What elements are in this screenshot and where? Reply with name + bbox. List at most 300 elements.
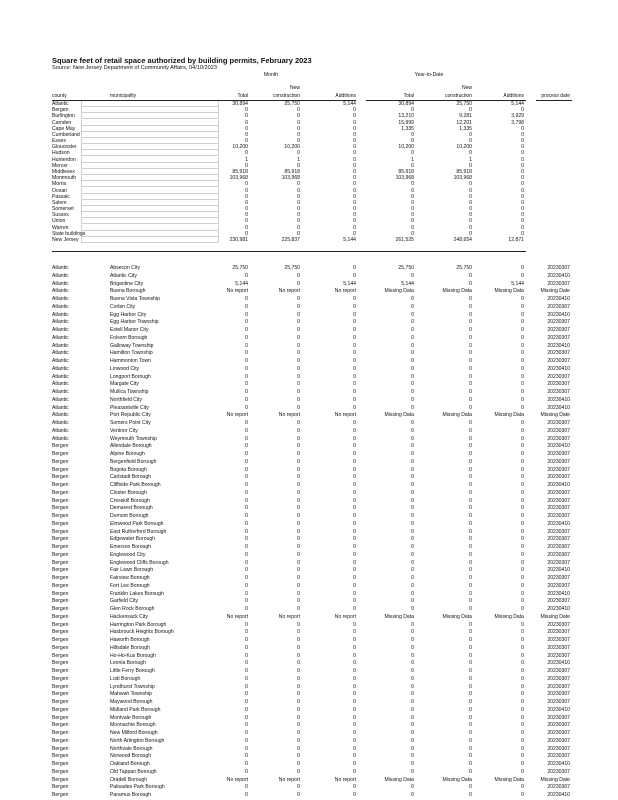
muni-row-mn: 0 — [297, 334, 300, 341]
muni-row-mt: 0 — [245, 582, 248, 589]
muni-row-mn: 0 — [297, 761, 300, 767]
muni-row-county: Bergen — [52, 637, 69, 643]
muni-row-municipality: Allendale Borough — [110, 443, 152, 450]
muni-row-municipality: Garfield City — [110, 598, 139, 605]
county-row-name: Monmouth — [52, 175, 77, 182]
muni-row-municipality: Elmwood Park Borough — [110, 520, 164, 527]
muni-row-ya: Missing Data — [494, 412, 524, 419]
muni-row-mn: 0 — [297, 435, 300, 442]
muni-row-mt: 0 — [245, 272, 248, 279]
muni-row-yt: 0 — [411, 311, 414, 318]
county-row-yn: 0 — [469, 218, 472, 225]
muni-row-county: Bergen — [52, 699, 69, 705]
muni-row-yn: 0 — [469, 745, 472, 752]
muni-row-process-date: 20230307 — [547, 575, 570, 581]
county-row-name: State buildings — [52, 230, 86, 237]
muni-row-yn: Missing Data — [442, 288, 472, 295]
muni-row-yn: 0 — [469, 714, 472, 721]
muni-row-yn: 0 — [469, 350, 472, 357]
muni-row-process-date: 20230410 — [547, 590, 570, 597]
county-row-yn: 12,201 — [456, 119, 472, 126]
muni-row-process-date: 20230410 — [547, 706, 570, 713]
muni-row-process-date: 20230307 — [547, 683, 570, 690]
muni-row-ya: 0 — [521, 311, 524, 318]
muni-row-mn: 0 — [297, 489, 300, 496]
muni-row-mt: 0 — [245, 551, 248, 558]
muni-row-mn: 0 — [297, 691, 300, 698]
muni-row-yn: 0 — [469, 551, 472, 558]
muni-row-mt: 0 — [245, 528, 248, 535]
county-row-ma: 0 — [353, 199, 356, 206]
county-row-mn: 25,750 — [284, 101, 300, 107]
muni-row-mt: 0 — [245, 443, 248, 450]
muni-row-ma: No report — [334, 613, 356, 620]
muni-row-process-date: 20230307 — [547, 559, 570, 566]
muni-row-process-date: Missing Date — [540, 613, 570, 620]
county-row-yt: 15,999 — [398, 119, 414, 126]
muni-row-yt: Missing Data — [384, 613, 414, 620]
muni-row-yt: 0 — [411, 691, 414, 698]
muni-row-yn: 0 — [469, 443, 472, 450]
muni-row-county: Bergen — [52, 706, 69, 713]
muni-row-ya: 0 — [521, 567, 524, 574]
muni-row-county: Atlantic — [52, 396, 69, 403]
muni-row-ya: 0 — [521, 761, 524, 767]
county-row-name: Essex — [52, 138, 66, 145]
county-row-ma: 0 — [353, 138, 356, 145]
muni-row-process-date: 20230307 — [547, 435, 570, 442]
muni-row-yt: 0 — [411, 435, 414, 442]
county-row-ya: 0 — [521, 187, 524, 194]
muni-row-yn: 0 — [469, 342, 472, 349]
muni-row-yt: 5,144 — [401, 280, 414, 287]
muni-row-ma: 0 — [353, 598, 356, 605]
muni-row-mt: 0 — [245, 482, 248, 488]
muni-row-ya: Missing Data — [494, 613, 524, 620]
muni-row-yt: 0 — [411, 652, 414, 659]
muni-row-ma: 0 — [353, 792, 356, 798]
total-rule — [52, 251, 526, 252]
muni-row-county: Bergen — [52, 644, 69, 651]
county-row-mt: 0 — [245, 107, 248, 114]
muni-row-ya: 0 — [521, 420, 524, 426]
muni-row-municipality: Demarest Borough — [110, 505, 153, 512]
muni-row-yt: 0 — [411, 761, 414, 767]
county-row-mt: 0 — [245, 125, 248, 132]
muni-row-mn: 0 — [297, 575, 300, 581]
muni-row-yn: 0 — [469, 722, 472, 729]
muni-row-yn: 0 — [469, 505, 472, 512]
county-row-ma: 0 — [353, 119, 356, 126]
muni-row-mn: 0 — [297, 482, 300, 488]
muni-row-process-date: 20230410 — [547, 761, 570, 767]
muni-row-municipality: Corbin City — [110, 303, 136, 310]
muni-row-ya: 0 — [521, 265, 524, 271]
muni-row-ma: 0 — [353, 358, 356, 364]
muni-row-ma: 0 — [353, 668, 356, 674]
muni-row-county: Atlantic — [52, 389, 69, 395]
county-row-ya: 0 — [521, 218, 524, 225]
muni-row-ma: 0 — [353, 396, 356, 403]
muni-row-ya: 0 — [521, 575, 524, 581]
muni-row-process-date: 20230307 — [547, 381, 570, 388]
muni-row-ya: 0 — [521, 559, 524, 566]
muni-row-municipality: Paramus Borough — [110, 792, 152, 798]
muni-row-mt: 0 — [245, 722, 248, 729]
muni-row-mn: 0 — [297, 350, 300, 357]
muni-row-ya: 0 — [521, 652, 524, 659]
county-row-ya: 0 — [521, 131, 524, 138]
muni-row-yn: 0 — [469, 675, 472, 682]
muni-row-mt: 0 — [245, 544, 248, 550]
muni-row-process-date: 20230307 — [547, 784, 570, 791]
county-row-name: New Jersey — [52, 236, 79, 243]
muni-row-yt: 0 — [411, 784, 414, 791]
report-title: Square feet of retail space authorized by building permits, February 2023 — [52, 56, 312, 65]
muni-row-process-date: 20230307 — [547, 420, 570, 426]
county-row-mt: 0 — [245, 150, 248, 157]
muni-row-county: Bergen — [52, 776, 69, 783]
muni-row-yt: 0 — [411, 505, 414, 512]
muni-row-process-date: 20230307 — [547, 551, 570, 558]
muni-row-mt: 0 — [245, 559, 248, 566]
muni-row-municipality: Egg Harbor City — [110, 311, 147, 318]
muni-row-municipality: Oradell Borough — [110, 776, 148, 783]
muni-row-mn: 25,750 — [284, 265, 300, 271]
muni-row-ya: 0 — [521, 551, 524, 558]
muni-row-county: Bergen — [52, 497, 69, 504]
county-row-ma: 0 — [353, 187, 356, 194]
muni-row-ma: 0 — [353, 652, 356, 659]
muni-row-county: Atlantic — [52, 427, 69, 434]
muni-row-yt: 0 — [411, 792, 414, 798]
header-rule-process — [536, 100, 572, 101]
county-row-mt: 103,968 — [229, 175, 248, 182]
muni-row-ma: 0 — [353, 683, 356, 690]
muni-row-yn: 0 — [469, 280, 472, 287]
muni-row-county: Bergen — [52, 652, 69, 659]
muni-row-municipality: Haworth Borough — [110, 637, 150, 643]
muni-row-ma: 0 — [353, 319, 356, 326]
muni-row-yt: 0 — [411, 559, 414, 566]
muni-row-mn: No report — [278, 412, 300, 419]
muni-row-ma: 0 — [353, 373, 356, 380]
muni-row-ma: 0 — [353, 427, 356, 434]
muni-row-ma: 0 — [353, 342, 356, 349]
muni-row-mn: 0 — [297, 621, 300, 628]
muni-row-municipality: Lyndhurst Township — [110, 683, 155, 690]
muni-row-county: Bergen — [52, 714, 69, 721]
muni-row-yt: 0 — [411, 427, 414, 434]
county-row-name: Mercer — [52, 162, 68, 169]
county-row-mt: 0 — [245, 187, 248, 194]
muni-row-county: Atlantic — [52, 296, 69, 302]
muni-row-yn: 0 — [469, 528, 472, 535]
muni-row-mn: 0 — [297, 513, 300, 519]
muni-row-county: Atlantic — [52, 272, 69, 279]
muni-row-mn: 0 — [297, 443, 300, 450]
muni-row-county: Bergen — [52, 675, 69, 682]
county-row-mn: 225,837 — [281, 236, 300, 243]
muni-row-process-date: 20230307 — [547, 668, 570, 674]
muni-row-ya: 0 — [521, 784, 524, 791]
muni-row-yn: 0 — [469, 699, 472, 705]
county-row-yt: 261,525 — [395, 236, 414, 243]
muni-row-municipality: Alpine Borough — [110, 451, 145, 457]
muni-row-county: Bergen — [52, 489, 69, 496]
muni-row-county: Atlantic — [52, 327, 69, 333]
muni-row-municipality: Fort Lee Borough — [110, 582, 150, 589]
county-row-ma: 0 — [353, 131, 356, 138]
muni-row-yt: 0 — [411, 520, 414, 527]
county-row-ma: 0 — [353, 168, 356, 175]
muni-row-yt: 0 — [411, 575, 414, 581]
muni-row-process-date: 20230410 — [547, 792, 570, 798]
muni-row-process-date: 20230307 — [547, 629, 570, 636]
muni-row-ya: 0 — [521, 691, 524, 698]
muni-row-municipality: Atlantic City — [110, 272, 137, 279]
muni-row-county: Bergen — [52, 505, 69, 512]
county-row-ya: 0 — [521, 162, 524, 169]
muni-row-yt: 0 — [411, 358, 414, 364]
muni-row-municipality: Midland Park Borough — [110, 706, 161, 713]
muni-row-mn: 0 — [297, 528, 300, 535]
muni-row-yn: 0 — [469, 559, 472, 566]
muni-row-yt: 0 — [411, 365, 414, 372]
muni-row-municipality: Lodi Borough — [110, 675, 141, 682]
muni-row-mt: 0 — [245, 474, 248, 481]
muni-row-ma: 0 — [353, 443, 356, 450]
muni-row-mt: 0 — [245, 730, 248, 736]
muni-row-mn: 0 — [297, 714, 300, 721]
muni-row-ya: 0 — [521, 435, 524, 442]
muni-row-mt: No report — [226, 613, 248, 620]
muni-row-mt: 0 — [245, 489, 248, 496]
muni-row-mt: 0 — [245, 792, 248, 798]
county-row-ma: 5,144 — [343, 236, 356, 243]
muni-row-yn: 0 — [469, 652, 472, 659]
muni-row-county: Bergen — [52, 520, 69, 527]
county-row-ya: 0 — [521, 144, 524, 151]
muni-row-county: Bergen — [52, 466, 69, 473]
muni-row-ma: No report — [334, 412, 356, 419]
muni-row-mn: 0 — [297, 342, 300, 349]
muni-row-ya: 0 — [521, 768, 524, 775]
muni-row-yt: 0 — [411, 489, 414, 496]
muni-row-county: Bergen — [52, 536, 69, 543]
county-row-name: Cumberland — [52, 131, 80, 138]
muni-row-municipality: Egg Harbor Township — [110, 319, 159, 326]
county-row-yn: 85,918 — [456, 168, 472, 175]
muni-row-yn: 0 — [469, 691, 472, 698]
county-row-yt: 0 — [411, 187, 414, 194]
county-row-ma: 0 — [353, 181, 356, 188]
muni-row-mt: 0 — [245, 629, 248, 636]
county-row-yt: 30,894 — [398, 101, 414, 107]
muni-row-mt: No report — [226, 412, 248, 419]
muni-row-mt: 0 — [245, 350, 248, 357]
muni-row-ya: 0 — [521, 327, 524, 333]
muni-row-ma: 0 — [353, 722, 356, 729]
county-row-yt: 0 — [411, 193, 414, 200]
muni-row-ya: 0 — [521, 792, 524, 798]
county-row-ma: 0 — [353, 144, 356, 151]
muni-row-mn: 0 — [297, 404, 300, 411]
muni-row-mt: 0 — [245, 497, 248, 504]
muni-row-municipality: Edgewater Borough — [110, 536, 156, 543]
muni-row-county: Atlantic — [52, 412, 69, 419]
muni-row-yt: 0 — [411, 714, 414, 721]
county-row-mn: 0 — [297, 150, 300, 157]
county-row-yn: 0 — [469, 187, 472, 194]
county-row-mn: 0 — [297, 199, 300, 206]
muni-row-yt: 0 — [411, 606, 414, 612]
county-row-name: Camden — [52, 119, 72, 126]
muni-row-ma: 0 — [353, 559, 356, 566]
muni-row-municipality: Hillsdale Borough — [110, 644, 150, 651]
report-source: Source: New Jersey Department of Community Affairs, 04/10/2023 — [52, 65, 217, 71]
muni-row-ma: 0 — [353, 730, 356, 736]
muni-row-ma: 0 — [353, 706, 356, 713]
muni-row-mn: 0 — [297, 536, 300, 543]
muni-row-county: Bergen — [52, 753, 69, 760]
muni-row-ma: 0 — [353, 265, 356, 271]
county-row-mn: 10,200 — [284, 144, 300, 151]
muni-row-ma: 0 — [353, 644, 356, 651]
muni-row-ma: 0 — [353, 582, 356, 589]
muni-row-mn: 0 — [297, 505, 300, 512]
muni-row-yt: 25,750 — [398, 265, 414, 271]
muni-row-mt: 0 — [245, 644, 248, 651]
muni-row-ma: 5,144 — [343, 280, 356, 287]
muni-row-ma: 0 — [353, 296, 356, 302]
muni-row-mt: 0 — [245, 303, 248, 310]
county-row-mt: 0 — [245, 119, 248, 126]
county-row-yn: 1 — [469, 156, 472, 163]
county-row-ma: 0 — [353, 218, 356, 225]
muni-row-yt: 0 — [411, 396, 414, 403]
muni-row-mn: 0 — [297, 644, 300, 651]
muni-row-municipality: Norwood Borough — [110, 753, 152, 760]
muni-row-yt: 0 — [411, 768, 414, 775]
county-row-mt: 0 — [245, 230, 248, 237]
muni-row-yn: 0 — [469, 272, 472, 279]
muni-row-yt: 0 — [411, 660, 414, 667]
muni-row-yn: 0 — [469, 660, 472, 667]
county-row-yn: 0 — [469, 193, 472, 200]
muni-row-county: Bergen — [52, 768, 69, 775]
muni-row-mt: 5,144 — [235, 280, 248, 287]
muni-row-municipality: Dumont Borough — [110, 513, 149, 519]
muni-row-process-date: 20230307 — [547, 644, 570, 651]
muni-row-yn: 0 — [469, 458, 472, 465]
muni-row-mn: 0 — [297, 381, 300, 388]
muni-row-yn: 0 — [469, 319, 472, 326]
county-row-ya: 12,871 — [508, 236, 524, 243]
muni-row-yn: 0 — [469, 536, 472, 543]
muni-row-yn: 0 — [469, 327, 472, 333]
muni-row-yt: 0 — [411, 745, 414, 752]
muni-row-ya: 0 — [521, 699, 524, 705]
muni-row-yn: Missing Data — [442, 412, 472, 419]
county-row-ya: 0 — [521, 230, 524, 237]
muni-row-yn: 0 — [469, 381, 472, 388]
county-row-mn: 0 — [297, 212, 300, 219]
col-header-ytd-additions: Additions — [503, 93, 524, 99]
county-row-mt: 0 — [245, 212, 248, 219]
muni-row-ya: 0 — [521, 458, 524, 465]
muni-row-process-date: 20230307 — [547, 598, 570, 605]
muni-row-ya: 0 — [521, 590, 524, 597]
muni-row-process-date: 20230307 — [547, 528, 570, 535]
muni-row-mt: 0 — [245, 675, 248, 682]
muni-row-mt: 0 — [245, 458, 248, 465]
muni-row-ya: 0 — [521, 303, 524, 310]
muni-row-municipality: Ventnor City — [110, 427, 138, 434]
muni-row-mn: No report — [278, 776, 300, 783]
muni-row-county: Bergen — [52, 660, 69, 667]
muni-row-ma: No report — [334, 776, 356, 783]
county-row-ma: 0 — [353, 125, 356, 132]
muni-row-municipality: Carlstadt Borough — [110, 474, 152, 481]
muni-row-mn: 0 — [297, 458, 300, 465]
muni-row-ya: 0 — [521, 389, 524, 395]
county-row-mt: 0 — [245, 162, 248, 169]
muni-row-municipality: Englewood City — [110, 551, 146, 558]
muni-row-yn: 0 — [469, 792, 472, 798]
muni-row-mn: 0 — [297, 722, 300, 729]
muni-row-county: Bergen — [52, 761, 69, 767]
county-row-yt: 0 — [411, 181, 414, 188]
muni-row-yt: 0 — [411, 730, 414, 736]
muni-row-process-date: 20230307 — [547, 280, 570, 287]
muni-row-ma: 0 — [353, 404, 356, 411]
muni-row-ma: 0 — [353, 489, 356, 496]
county-row-ma: 0 — [353, 224, 356, 231]
muni-row-ma: 0 — [353, 272, 356, 279]
muni-row-process-date: 20230307 — [547, 753, 570, 760]
county-row-ya: 5,144 — [511, 101, 524, 107]
muni-row-county: Atlantic — [52, 365, 69, 372]
muni-row-process-date: 20230307 — [547, 737, 570, 744]
muni-row-yn: 0 — [469, 427, 472, 434]
county-row-mn: 0 — [297, 224, 300, 231]
muni-row-process-date: 20230307 — [547, 451, 570, 457]
muni-row-municipality: Estell Manor City — [110, 327, 149, 333]
muni-row-mn: No report — [278, 613, 300, 620]
muni-row-ma: 0 — [353, 389, 356, 395]
muni-row-process-date: 20230410 — [547, 482, 570, 488]
muni-row-mn: 0 — [297, 792, 300, 798]
muni-row-mt: 0 — [245, 683, 248, 690]
muni-row-yt: 0 — [411, 474, 414, 481]
county-row-yn: 0 — [469, 206, 472, 213]
muni-row-ma: 0 — [353, 334, 356, 341]
muni-row-yt: 0 — [411, 544, 414, 550]
county-row-yn: 248,654 — [453, 236, 472, 243]
muni-row-ma: 0 — [353, 691, 356, 698]
muni-row-county: Bergen — [52, 621, 69, 628]
muni-row-mn: No report — [278, 288, 300, 295]
muni-row-ya: 0 — [521, 544, 524, 550]
county-row-ya: 0 — [521, 193, 524, 200]
muni-row-process-date: 20230307 — [547, 350, 570, 357]
muni-row-mt: 0 — [245, 567, 248, 574]
muni-row-ma: 0 — [353, 629, 356, 636]
county-row-mn: 0 — [297, 187, 300, 194]
muni-row-yt: 0 — [411, 722, 414, 729]
muni-row-mt: 0 — [245, 319, 248, 326]
